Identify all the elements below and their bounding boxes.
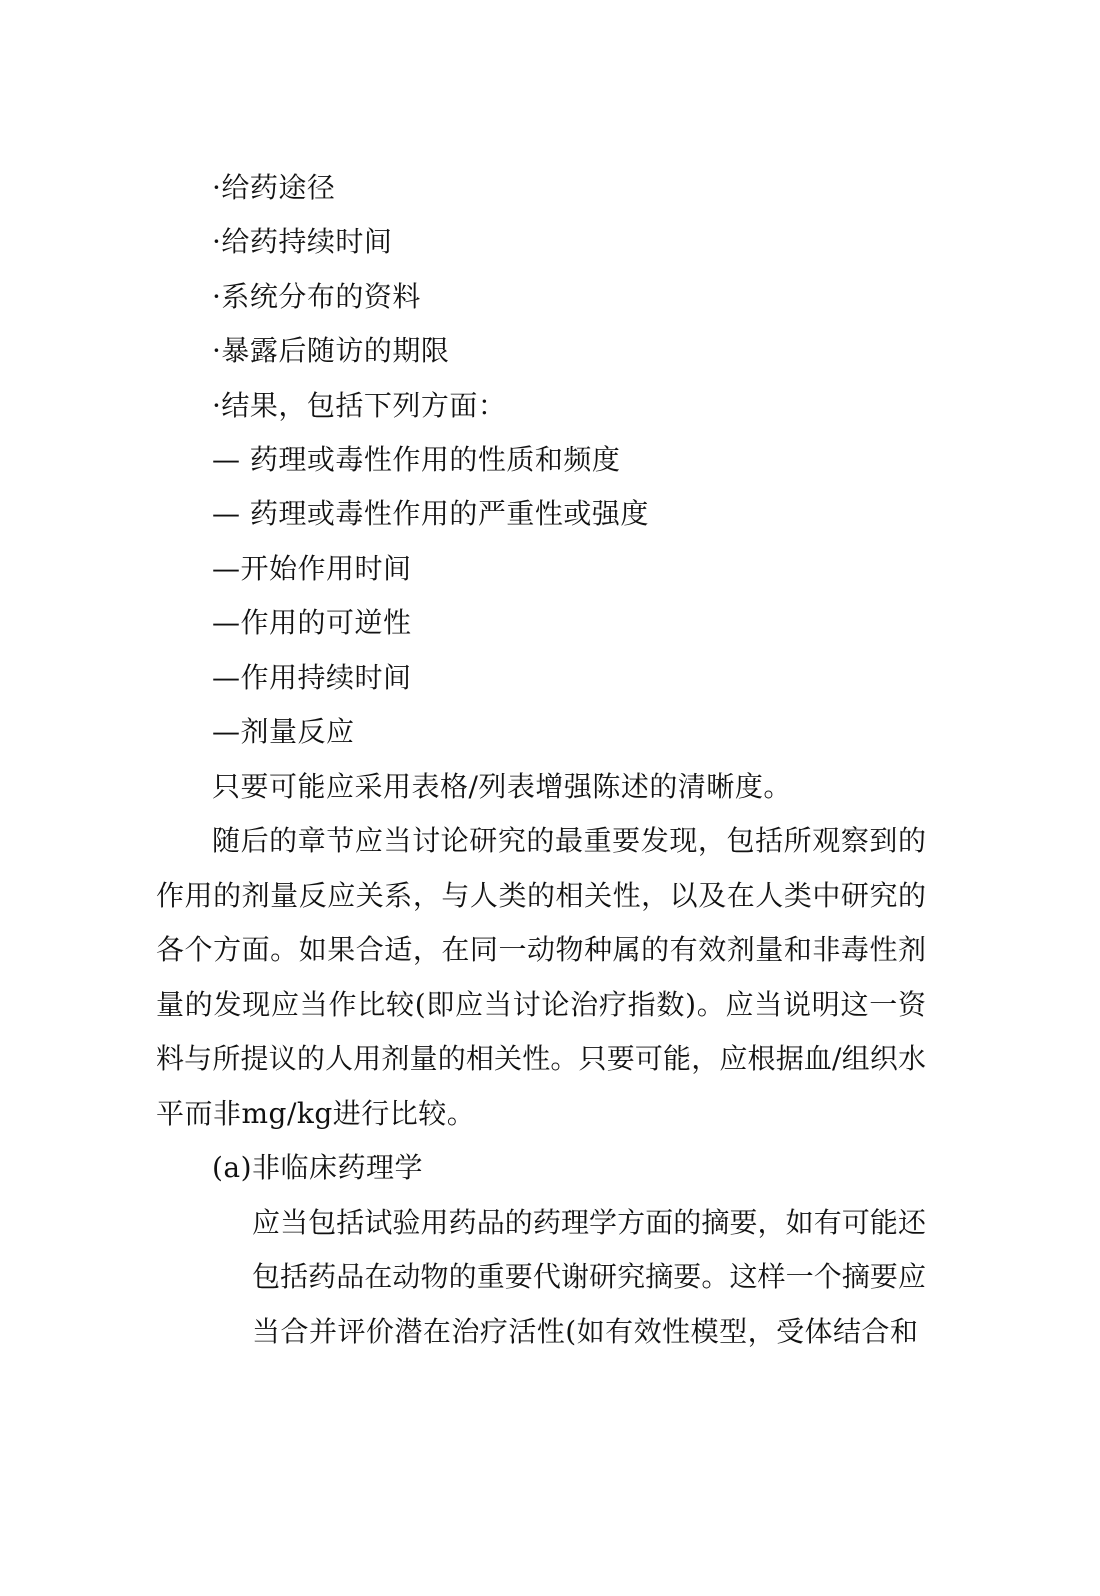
paragraph-line: 量的发现应当作比较(即应当讨论治疗指数)。应当说明这一资 xyxy=(156,988,926,1021)
section-heading: (a)非临床药理学 xyxy=(212,1151,424,1184)
paragraph-line: 随后的章节应当讨论研究的最重要发现，包括所观察到的 xyxy=(212,824,926,857)
paragraph-line: 作用的剂量反应关系，与人类的相关性，以及在人类中研究的 xyxy=(156,879,926,912)
dash-item: —剂量反应 xyxy=(212,715,355,748)
bullet-item: ·给药途径 xyxy=(212,171,336,204)
bullet-item: ·结果，包括下列方面： xyxy=(212,389,507,422)
dash-item: — 药理或毒性作用的严重性或强度 xyxy=(212,497,649,530)
dash-item: —开始作用时间 xyxy=(212,552,412,585)
dash-item: — 药理或毒性作用的性质和频度 xyxy=(212,443,621,476)
dash-item: —作用的可逆性 xyxy=(212,606,412,639)
section-body-line: 应当包括试验用药品的药理学方面的摘要，如有可能还 xyxy=(252,1206,926,1239)
bullet-item: ·暴露后随访的期限 xyxy=(212,334,450,367)
section-body-line: 包括药品在动物的重要代谢研究摘要。这样一个摘要应 xyxy=(252,1260,926,1293)
note-text: 只要可能应采用表格/列表增强陈述的清晰度。 xyxy=(212,770,792,803)
section-body-line: 当合并评价潜在治疗活性(如有效性模型，受体结合和 xyxy=(252,1315,918,1348)
dash-item: —作用持续时间 xyxy=(212,661,412,694)
bullet-item: ·给药持续时间 xyxy=(212,225,393,258)
paragraph-line: 料与所提议的人用剂量的相关性。只要可能，应根据血/组织水 xyxy=(156,1042,926,1075)
bullet-item: ·系统分布的资料 xyxy=(212,280,421,313)
paragraph-line: 平而非mg/kg进行比较。 xyxy=(156,1097,476,1130)
paragraph-line: 各个方面。如果合适，在同一动物种属的有效剂量和非毒性剂 xyxy=(156,933,926,966)
